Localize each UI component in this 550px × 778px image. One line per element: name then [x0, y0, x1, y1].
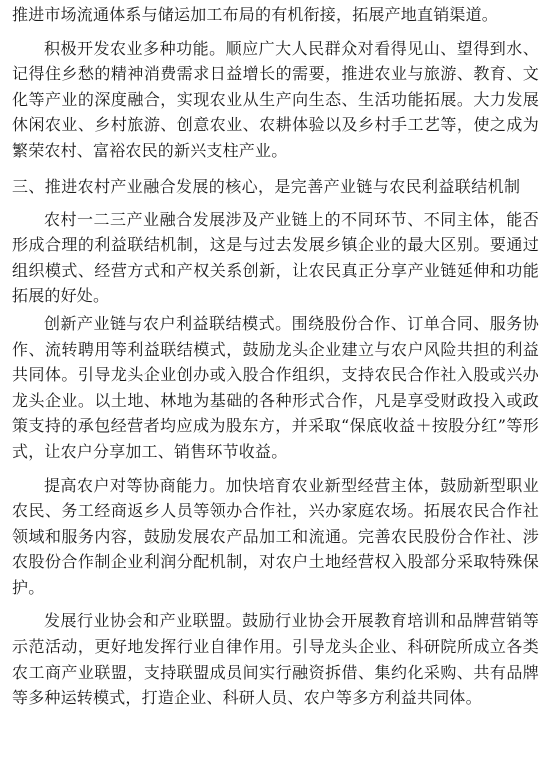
paragraph-core-mechanism: 农村一二三产业融合发展涉及产业链上的不同环节、不同主体，能否形成合理的利益联结机制，这是与过去发展乡镇企业的最大区别。要通过组织模式、经营方式和产权关系创新，让农民真正分享产业链延伸和功能拓展的好处。: [12, 209, 539, 306]
paragraph-agriculture-functions: 积极开发农业多种功能。顺应广大人民群众对看得见山、望得到水、记得住乡愁的精神消费需求日益增长的需要，推进农业与旅游、教育、文化等产业的深度融合，实现农业从生产向生态、生活功能拓展。大力发展休闲农业、乡村旅游、创意农业、农耕体验以及乡村手工艺等，使之成为繁荣农村、富裕农民的新兴支柱产业。: [12, 38, 539, 160]
paragraph-benefit-linkage: 创新产业链与农户利益联结模式。围绕股份合作、订单合同、服务协作、流转聘用等利益联结模式，鼓励龙头企业建立与农户风险共担的利益共同体。引导龙头企业创办或入股合作组织，支持农民合作社入股或兴办龙头企业。以土地、林地为基础的各种形式合作，凡是享受财政投入或政策支持的承包经营者均应成为股东方，并采取“保底收益＋按股分红”等形式，让农户分享加工、销售环节收益。: [12, 313, 539, 461]
paragraph-industry-associations: 发展行业协会和产业联盟。鼓励行业协会开展教育培训和品牌营销等示范活动，更好地发挥行业自律作用。引导龙头企业、科研院所成立各类农工商产业联盟，支持联盟成员间实行融资拆借、集约化采购、共有品牌等多种运转模式，打造企业、科研人员、农户等多方利益共同体。: [12, 611, 539, 708]
paragraph-continued: 推进市场流通体系与储运加工布局的有机衔接，拓展产地直销渠道。: [12, 5, 499, 24]
section-heading: 三、推进农村产业融合发展的核心，是完善产业链与农民利益联结机制: [12, 176, 521, 196]
paragraph-negotiation-capacity: 提高农户对等协商能力。加快培育农业新型经营主体，鼓励新型职业农民、务工经商返乡人员等领办合作社，兴办家庭农场。拓展农民合作社领域和服务内容，鼓励发展农产品加工和流通。完善农民股份合作社、涉农股份合作制企业利润分配机制，对农户土地经营权入股部分采取特殊保护。: [12, 475, 539, 597]
